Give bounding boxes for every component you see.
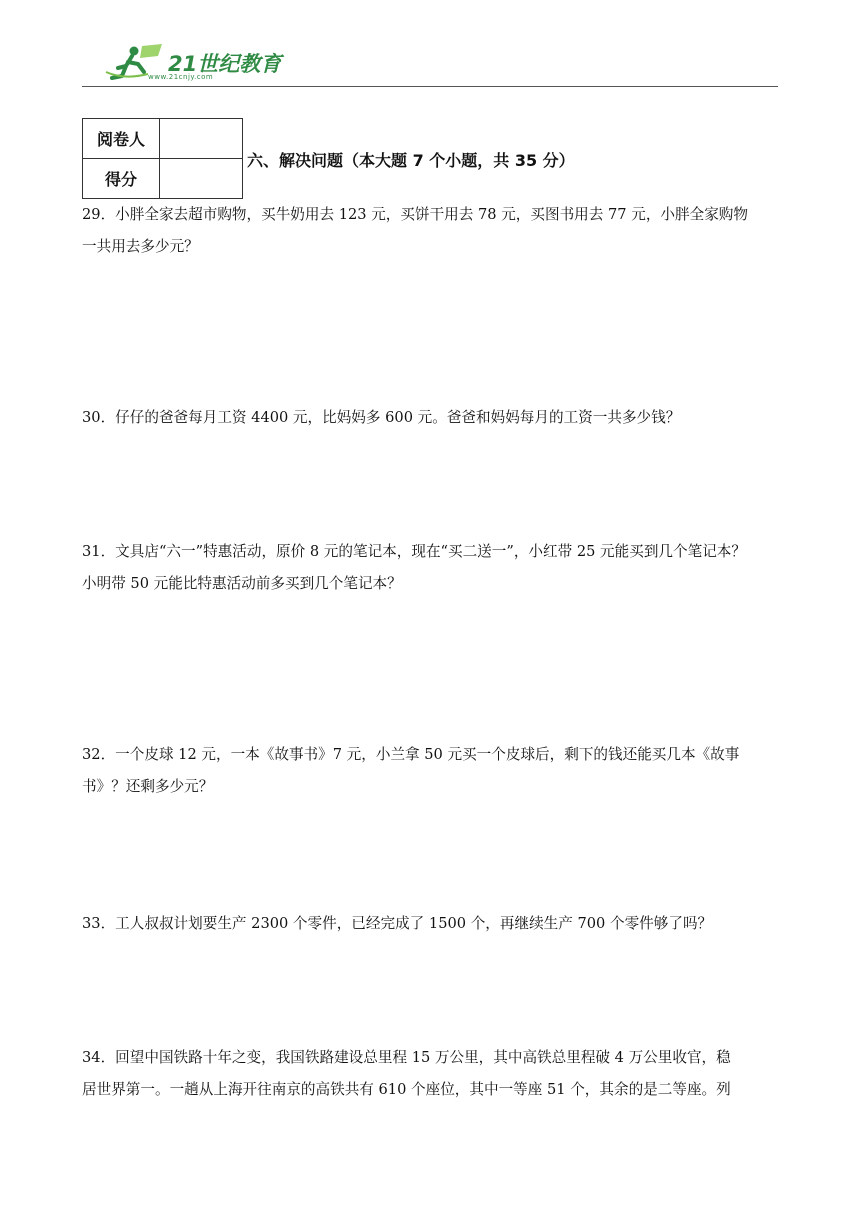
logo bbox=[104, 42, 304, 82]
question-line: 一共用去多少元？ bbox=[82, 238, 199, 255]
question-line: 34．回望中国铁路十年之变，我国铁路建设总里程 15 万公里，其中高铁总里程破 4 万公里收官，稳 bbox=[82, 1049, 731, 1066]
question-31 bbox=[82, 536, 782, 600]
reviewer-label: 阅卷人 bbox=[83, 119, 160, 159]
question-number: 29． bbox=[82, 206, 116, 223]
question-line: 书》？还剩多少元？ bbox=[82, 778, 214, 795]
question-number: 31． bbox=[82, 543, 116, 560]
score-cell bbox=[160, 159, 243, 199]
question-line: 居世界第一。一趟从上海开往南京的高铁共有 610 个座位，其中一等座 51 个，其余的是二等座。列 bbox=[82, 1081, 731, 1098]
question-29 bbox=[82, 199, 782, 263]
question-30 bbox=[82, 402, 782, 434]
question-number: 30． bbox=[82, 409, 116, 426]
question-34 bbox=[82, 1042, 782, 1106]
question-number: 34． bbox=[82, 1049, 116, 1066]
reviewer-cell bbox=[160, 119, 243, 159]
question-line: 31．文具店“六一”特惠活动，原价 8 元的笔记本，现在“买二送一”，小红带 25 元能买到几个笔记本？ bbox=[82, 543, 746, 560]
question-32 bbox=[82, 739, 782, 803]
question-33 bbox=[82, 908, 782, 940]
question-line: 32．一个皮球 12 元，一本《故事书》7 元，小兰拿 50 元买一个皮球后，剩下的钱还能买几本《故事 bbox=[82, 746, 740, 763]
logo-url: www.21cnjy.com bbox=[148, 73, 214, 81]
question-line: 30．仔仔的爸爸每月工资 4400 元，比妈妈多 600 元。爸爸和妈妈每月的工资一共多少钱？ bbox=[82, 409, 681, 426]
question-line: 小明带 50 元能比特惠活动前多买到几个笔记本？ bbox=[82, 575, 402, 592]
score-table bbox=[82, 118, 243, 199]
page-header bbox=[82, 40, 778, 87]
score-label: 得分 bbox=[83, 159, 160, 199]
question-line: 33．工人叔叔计划要生产 2300 个零件，已经完成了 1500 个，再继续生产 700 个零件够了吗？ bbox=[82, 915, 713, 932]
section-title: 六、解决问题（本大题 7 个小题，共 35 分） bbox=[247, 151, 575, 170]
logo-text: 21世纪教育 bbox=[168, 52, 282, 76]
question-line: 29．小胖全家去超市购物，买牛奶用去 123 元，买饼干用去 78 元，买图书用去 77 元，小胖全家购物 bbox=[82, 206, 748, 223]
question-number: 32． bbox=[82, 746, 116, 763]
question-number: 33． bbox=[82, 915, 116, 932]
